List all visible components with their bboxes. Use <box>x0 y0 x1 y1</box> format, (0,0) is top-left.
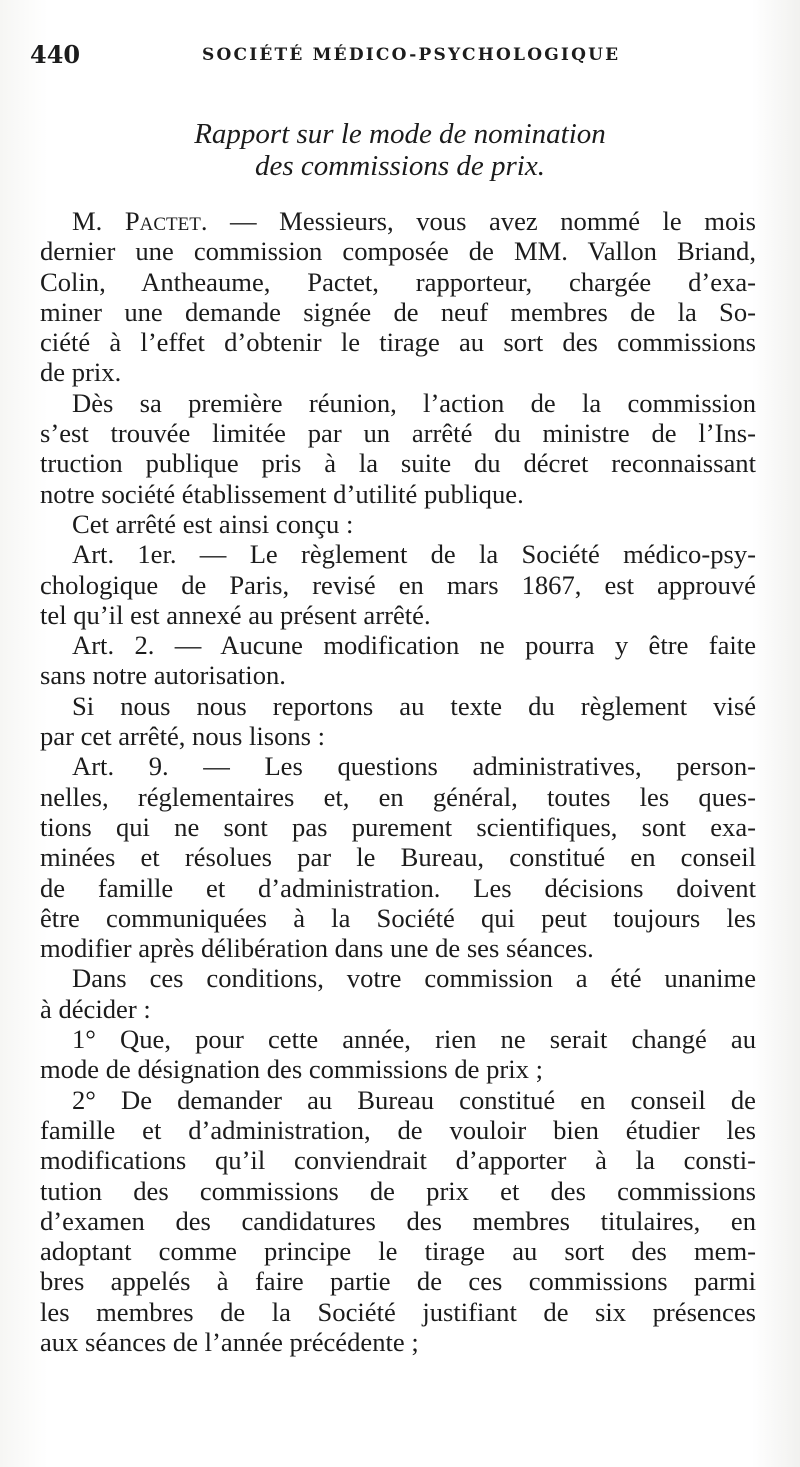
report-title-line-2: des commissions de prix. <box>255 150 545 182</box>
text-line: 1° Que, pour cette année, rien ne serait changé au <box>72 1024 756 1055</box>
text-line: chologique de Paris, revisé en mars 1867, est approuvé <box>40 569 756 600</box>
text-line: Art. 9. — Les questions administratives, person- <box>72 751 756 782</box>
report-title-line-1: Rapport sur le mode de nomination <box>194 118 606 150</box>
text-line: modifier après délibération dans une de ses séances. <box>40 933 594 964</box>
text-line: miner une demande signée de neuf membres de la So- <box>40 296 756 327</box>
text-line: Dans ces conditions, votre commission a été unanime <box>72 963 756 994</box>
text-line: Art. 1er. — Le règlement de la Société médico-psy- <box>72 539 756 570</box>
text-line: minées et résolues par le Bureau, constitué en conseil <box>40 842 756 873</box>
text-line: Cet arrêté est ainsi conçu : <box>72 508 354 539</box>
text-line: 2° De demander au Bureau constitué en conseil de <box>72 1084 756 1115</box>
text-line: de prix. <box>40 357 122 388</box>
text-line: famille et d’administration, de vouloir bien étudier les <box>40 1114 756 1145</box>
text-line: de famille et d’administration. Les décisions doivent <box>40 872 756 903</box>
text-line: Colin, Antheaume, Pactet, rapporteur, chargée d’exa- <box>40 266 756 297</box>
body-text <box>40 206 756 1357</box>
report-title <box>40 118 760 182</box>
text-line: notre société établissement d’utilité publique. <box>40 478 524 509</box>
speaker-name: M. Pactet. <box>72 206 208 236</box>
text-line: ciété à l’effet d’obtenir le tirage au sort des commissions <box>40 327 756 358</box>
text-line: aux séances de l’année précédente ; <box>40 1326 419 1357</box>
text-line: modifications qu’il conviendrait d’apporter à la consti- <box>40 1145 756 1176</box>
text-line: dernier une commission composée de MM. Vallon Briand, <box>40 236 756 267</box>
text-line: Si nous nous reportons au texte du règlement visé <box>72 690 756 721</box>
text-line: sans notre autorisation. <box>40 660 286 691</box>
text-line: être communiquées à la Société qui peut toujours les <box>40 902 756 933</box>
text-line: Art. 2. — Aucune modification ne pourra y être faite <box>72 630 756 661</box>
text-line: les membres de la Société justifiant de six présences <box>40 1296 756 1327</box>
running-title: SOCIÉTÉ MÉDICO-PSYCHOLOGIQUE <box>202 45 621 65</box>
text-line: bres appelés à faire partie de ces commissions parmi <box>40 1266 756 1297</box>
running-head <box>30 40 760 76</box>
text-line: truction publique pris à la suite du décret reconnaissant <box>40 448 756 479</box>
text-line: à décider : <box>40 993 151 1024</box>
text-line: tel qu’il est annexé au présent arrêté. <box>40 599 431 630</box>
text-line: mode de désignation des commissions de prix ; <box>40 1054 543 1085</box>
text-line: Dès sa première réunion, l’action de la commission <box>72 387 756 418</box>
text-line: adoptant comme principe le tirage au sort des mem- <box>40 1236 756 1267</box>
text-line: s’est trouvée limitée par un arrêté du ministre de l’Ins- <box>40 418 756 449</box>
text-line: tions qui ne sont pas purement scientifiques, sont exa- <box>40 811 756 842</box>
text-line: M. Pactet. — Messieurs, vous avez nommé le mois <box>72 206 756 236</box>
text-line: d’examen des candidatures des membres titulaires, en <box>40 1205 756 1236</box>
page-number: 440 <box>30 40 81 69</box>
text-line: nelles, réglementaires et, en général, toutes les ques- <box>40 781 756 812</box>
text-line: par cet arrêté, nous lisons : <box>40 721 326 752</box>
text-line: tution des commissions de prix et des commissions <box>40 1175 756 1206</box>
